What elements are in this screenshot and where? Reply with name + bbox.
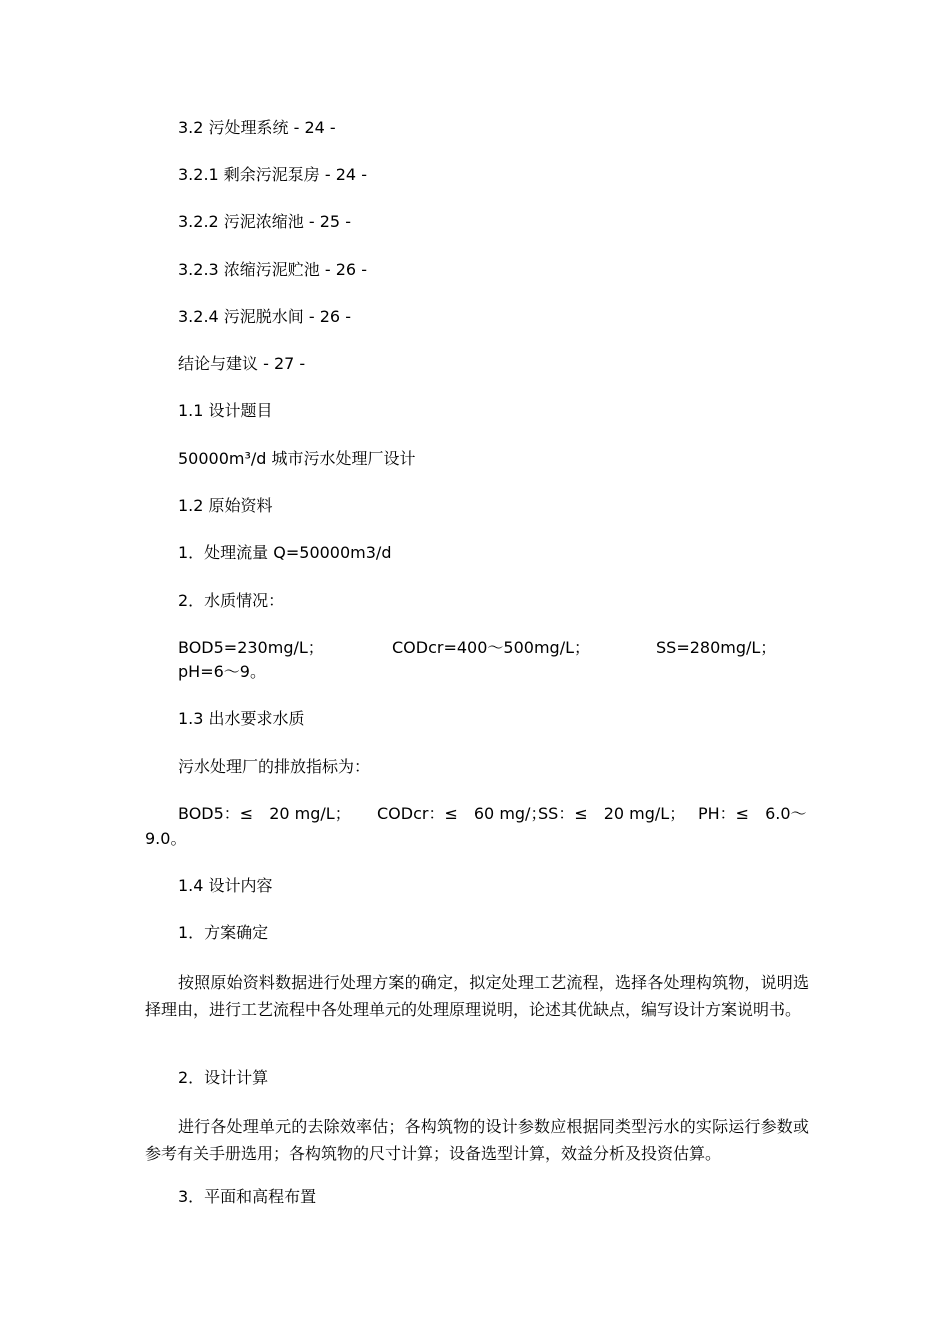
body-paragraph: 按照原始资料数据进行处理方案的确定，拟定处理工艺流程，选择各处理构筑物，说明选择理由，进行工艺流程中各处理单元的处理原理说明，论述其优缺点，编写设计方案说明书。 [145, 973, 809, 1019]
section-heading: 1.2 原始资料 [178, 496, 273, 515]
bod-limit: BOD5：≤ 20 mg/L； [178, 804, 351, 823]
body-paragraph: 进行各处理单元的去除效率估；各构筑物的设计参数应根据同类型污水的实际运行参数或参考有关手册选用；各构筑物的尺寸计算；设备选型计算，效益分析及投资估算。 [145, 1117, 809, 1163]
ss-value: SS=280mg/L； [656, 638, 777, 657]
ph-limit: PH：≤ 6.0～ [698, 804, 807, 823]
bod-value: BOD5=230mg/L； [178, 638, 324, 657]
paragraph-intro: 污水处理厂的排放指标为： [178, 757, 371, 776]
section-heading: 1.1 设计题目 [178, 401, 273, 420]
cod-value: CODcr=400～500mg/L； [392, 638, 590, 657]
cod-limit: CODcr：≤ 60 mg/； [377, 804, 547, 823]
toc-entry: 3.2.2 污泥浓缩池 - 25 - [178, 212, 351, 231]
list-item: 1．方案确定 [178, 923, 269, 942]
toc-entry: 3.2.1 剩余污泥泵房 - 24 - [178, 165, 367, 184]
section-heading: 1.3 出水要求水质 [178, 709, 305, 728]
ph-limit-continued: 9.0。 [145, 829, 187, 848]
toc-entry: 3.2.4 污泥脱水间 - 26 - [178, 307, 351, 326]
toc-entry: 3.2.3 浓缩污泥贮池 - 26 - [178, 260, 367, 279]
design-title: 50000m³/d 城市污水处理厂设计 [178, 449, 416, 468]
discharge-standards-row [178, 802, 808, 826]
section-heading: 1.4 设计内容 [178, 876, 273, 895]
toc-entry: 3.2 污处理系统 - 24 - [178, 118, 336, 137]
list-item: 2．水质情况： [178, 591, 285, 610]
ph-value: pH=6～9。 [178, 662, 266, 681]
list-item: 2．设计计算 [178, 1068, 269, 1087]
toc-entry: 结论与建议 - 27 - [178, 354, 306, 373]
list-item: 3．平面和高程布置 [178, 1187, 317, 1206]
ss-limit: SS：≤ 20 mg/L； [538, 804, 686, 823]
water-quality-row [178, 636, 808, 660]
list-item: 1．处理流量 Q=50000m3/d [178, 543, 392, 562]
